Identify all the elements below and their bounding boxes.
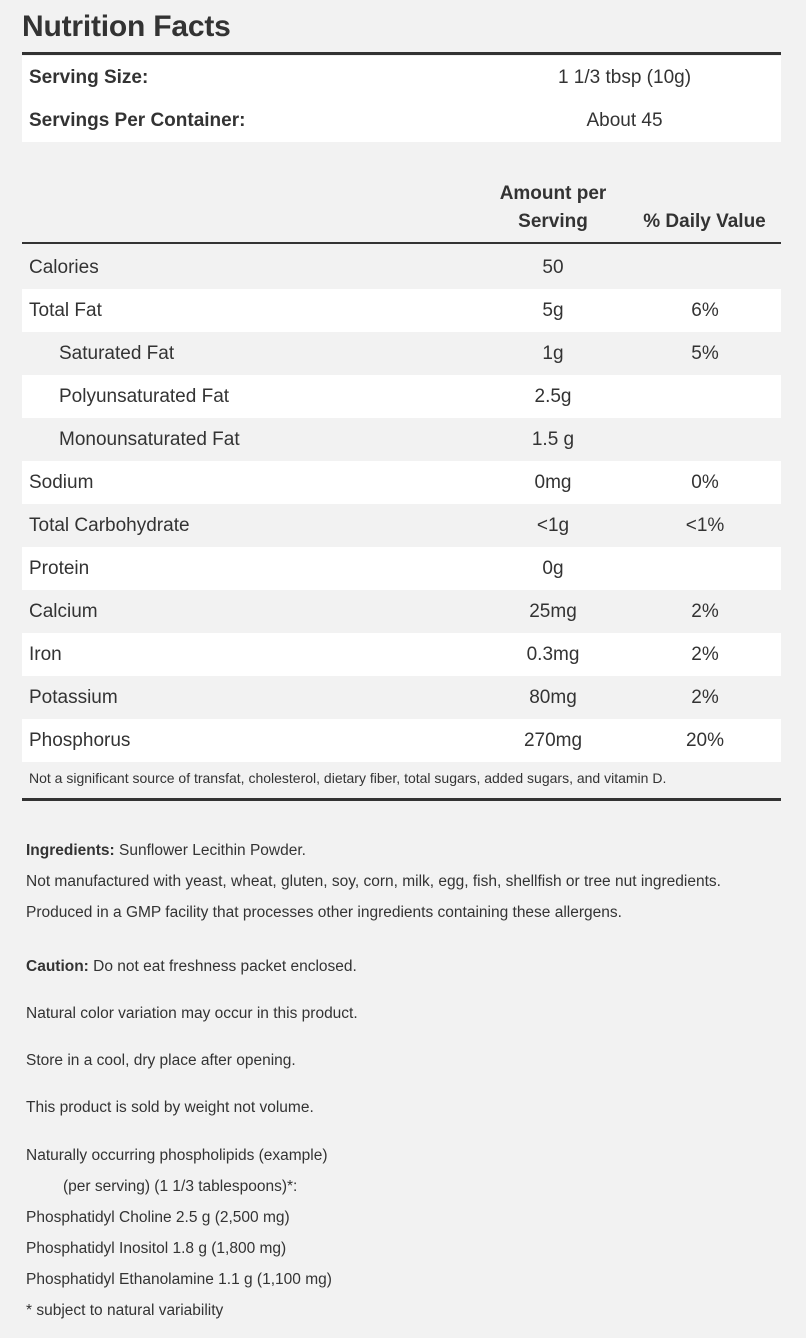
nutrient-row: [22, 332, 781, 375]
title-divider: [22, 52, 781, 55]
nutrient-amount: <1g: [536, 514, 570, 536]
nutrient-row: [22, 633, 781, 676]
weight-note: This product is sold by weight not volume.: [26, 1099, 314, 1116]
nutrient-amount: 1.5 g: [531, 428, 575, 450]
phospholipid-item: Phosphatidyl Choline 2.5 g (2,500 mg): [26, 1209, 290, 1226]
nutrient-amount: 50: [542, 256, 564, 278]
nutrient-daily-value: 6%: [691, 299, 719, 321]
servings-per-container-row: [22, 99, 781, 142]
nutrient-daily-value: 2%: [691, 600, 719, 622]
nutrient-row: [22, 246, 781, 289]
allergen-line-1: Not manufactured with yeast, wheat, gluten, soy, corn, milk, egg, fish, shellfish or tree nut ingredients.: [26, 873, 721, 890]
nutrient-row: [22, 676, 781, 719]
header-divider: [22, 242, 781, 244]
servings-per-container-label: Servings Per Container:: [29, 109, 246, 131]
phospholipids-heading: Naturally occurring phospholipids (example): [26, 1147, 328, 1164]
nutrient-row: [22, 461, 781, 504]
nutrient-name: Iron: [29, 643, 62, 665]
caution-line: [26, 951, 357, 982]
color-note: Natural color variation may occur in this product.: [26, 1005, 358, 1022]
nutrient-name: Protein: [29, 557, 90, 579]
footer-divider: [22, 798, 781, 801]
nutrient-name: Total Fat: [29, 299, 102, 321]
nutrition-footnote: Not a significant source of transfat, cholesterol, dietary fiber, total sugars, added sugars, and vitamin D.: [29, 770, 667, 786]
nutrient-amount: 80mg: [529, 686, 577, 708]
nutrient-name: Calories: [29, 256, 99, 278]
nutrient-name: Monounsaturated Fat: [59, 428, 240, 450]
nutrient-name: Phosphorus: [29, 729, 131, 751]
nutrient-daily-value: <1%: [685, 514, 725, 536]
nutrient-amount: 5g: [542, 299, 564, 321]
ingredients-line: [26, 835, 721, 866]
nutrient-daily-value: 0%: [691, 471, 719, 493]
nutrient-row: [22, 289, 781, 332]
nutrient-amount: 270mg: [523, 729, 583, 751]
serving-size-label: Serving Size:: [29, 66, 149, 88]
nutrient-daily-value: 2%: [691, 643, 719, 665]
nutrient-row: [22, 418, 781, 461]
phospholipids-subheading: (per serving) (1 1/3 tablespoons)*:: [63, 1178, 298, 1195]
variability-note: * subject to natural variability: [26, 1302, 224, 1319]
nutrient-amount: 25mg: [529, 600, 577, 622]
nutrient-amount: 0g: [542, 557, 564, 579]
nutrient-name: Calcium: [29, 600, 98, 622]
nutrient-name: Saturated Fat: [59, 342, 175, 364]
serving-size-row: [22, 56, 781, 99]
nutrient-name: Potassium: [29, 686, 118, 708]
phospholipid-item: Phosphatidyl Ethanolamine 1.1 g (1,100 mg): [26, 1271, 332, 1288]
ingredients-label: Ingredients:: [26, 842, 115, 859]
storage-note: Store in a cool, dry place after opening.: [26, 1052, 296, 1069]
nutrient-amount: 0.3mg: [526, 643, 580, 665]
nutrient-amount: 2.5g: [534, 385, 572, 407]
phospholipid-item: Phosphatidyl Inositol 1.8 g (1,800 mg): [26, 1240, 287, 1257]
allergen-line-2: Produced in a GMP facility that processes other ingredients containing these allergens.: [26, 904, 622, 921]
caution-label: Caution:: [26, 958, 89, 975]
phospholipids-section: [26, 1140, 332, 1326]
ingredients-text: Sunflower Lecithin Powder.: [114, 842, 306, 859]
nutrient-amount: 0mg: [534, 471, 572, 493]
nutrient-row: [22, 547, 781, 590]
nutrient-row: [22, 719, 781, 762]
nutrient-row: [22, 590, 781, 633]
nutrient-name: Polyunsaturated Fat: [59, 385, 230, 407]
nutrient-name: Sodium: [29, 471, 94, 493]
caution-text: Do not eat freshness packet enclosed.: [88, 958, 357, 975]
daily-value-header: % Daily Value: [643, 211, 766, 232]
servings-per-container-value: About 45: [586, 109, 663, 131]
amount-header-line2: Serving: [518, 211, 588, 232]
nutrient-row: [22, 375, 781, 418]
serving-size-value: 1 1/3 tbsp (10g): [557, 66, 692, 88]
ingredients-section: [26, 835, 721, 928]
amount-header-line1: Amount per: [499, 183, 607, 204]
nutrient-daily-value: 2%: [691, 686, 719, 708]
nutrient-daily-value: 20%: [685, 729, 725, 751]
page-title: Nutrition Facts: [22, 10, 231, 43]
nutrient-daily-value: 5%: [691, 342, 719, 364]
nutrient-name: Total Carbohydrate: [29, 514, 190, 536]
nutrient-row: [22, 504, 781, 547]
nutrient-amount: 1g: [542, 342, 564, 364]
